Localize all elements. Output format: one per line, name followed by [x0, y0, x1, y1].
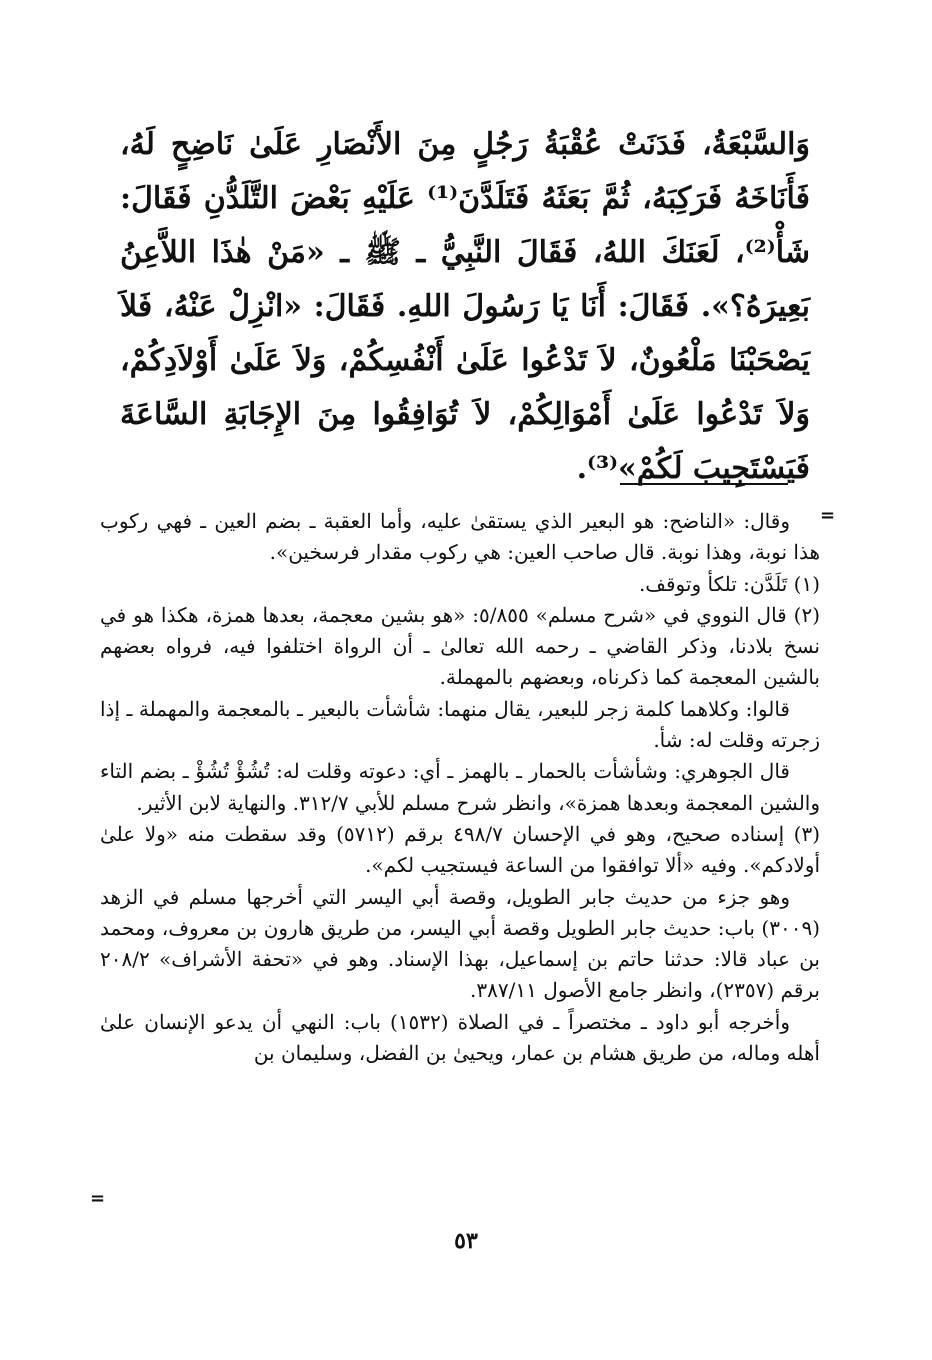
footnote-3: (٣) إسناده صحيح، وهو في الإحسان ٤٩٨/٧ برقم (٥٧١٢) وقد سقطت منه «ولا علىٰ أولادكم». وفيه «ألا توافقوا من الساعة فيستجيب لكم».	[100, 821, 820, 878]
main-text	[120, 118, 810, 496]
main-paragraph: وَالسَّبْعَةُ، فَدَنَتْ عُقْبَةُ رَجُلٍ مِنَ الأَنْصَارِ عَلَىٰ نَاضِحٍ لَهُ، فَأَنَاخَهُ فَرَكِبَهُ، ثُمَّ بَعَثَهُ فَتَلَدَّنَ⁽¹⁾ عَلَيْهِ بَعْضَ التَّلَدُّنِ فَقَالَ: شَأْ⁽²⁾، لَعَنَكَ اللهُ، فَقَالَ النَّبِيُّ ـ ﷺ ـ «مَنْ هٰذَا اللاَّعِنُ بَعِيرَهُ؟». فَقَالَ: أَنَا يَا رَسُولَ اللهِ. فَقَالَ: «انْزِلْ عَنْهُ، فَلاَ يَصْحَبْنَا مَلْعُونٌ، لاَ تَدْعُوا عَلَىٰ أَنْفُسِكُمْ، وَلاَ عَلَىٰ أَوْلاَدِكُمْ، وَلاَ تَدْعُوا عَلَىٰ أَمْوَالِكُمْ، لاَ تُوَافِقُوا مِنَ الإِجَابَةِ السَّاعَةَ فَيَسْتَجِيبَ لَكُمْ»⁽³⁾.	[120, 127, 810, 486]
footnote-continuation: وقال: «الناضح: هو البعير الذي يستقىٰ عليه، وأما العقبة ـ بضم العين ـ فهي ركوب هذا نوبة، وهذا نوبة. قال صاحب العين: هي ركوب مقدار فرسخين».	[100, 509, 820, 565]
footnote-3-para-3: وأخرجه أبو داود ـ مختصراً ـ في الصلاة (١٥٣٢) باب: النهي أن يدعو الإنسان علىٰ أهله وماله، من طريق هشام بن عمار، ويحيىٰ بن الفضل، وسليمان بن	[100, 1009, 820, 1066]
footnote-1: (١) تَلَدَّن: تلكأ وتوقف.	[638, 571, 820, 596]
footnote-2-para-2: قالوا: وكلاهما كلمة زجر للبعير، يقال منهما: شأشأت بالبعير ـ بالمعجمة والمهملة ـ إذا زجرته وقلت له: شأ.	[100, 696, 820, 753]
footnote-2-para-3: قال الجوهري: وشأشأت بالحمار ـ بالهمز ـ أي: دعوته وقلت له: تُشُؤْ تُشُؤْ ـ بضم التاء والشين المعجمة وبعدها همزة»، وانظر شرح مسلم للأبي ٣١٢/٧. والنهاية لابن الأثير.	[100, 759, 820, 815]
footnote-3-para-2: وهو جزء من حديث جابر الطويل، وقصة أبي اليسر التي أخرجها مسلم في الزهد (٣٠٠٩) باب: حديث جابر الطويل وقصة أبي اليسر، من طريق هارون بن معروف، ومحمد بن عباد قالا: حدثنا حاتم بن إسماعيل، بهذا الإسناد. وهو في «تحفة الأشراف» ٢٠٨/٢ برقم (٢٣٥٧)، وانظر جامع الأصول ٣٨٧/١١.	[100, 884, 820, 1003]
continuation-mark-top: =	[820, 505, 836, 526]
footnote-2: (٢) قال النووي في «شرح مسلم» ٥/٨٥٥: «هو بشين معجمة، بعدها همزة، هكذا هو في نسخ بلادنا، وذكر القاضي ـ رحمه الله تعالىٰ ـ أن الرواة اختلفوا فيه، فرواه بعضهم بالشين المعجمة كما ذكرناه، وبعضهم بالمهملة.	[100, 602, 820, 690]
continuation-mark-bottom: =	[90, 1188, 106, 1209]
page-number: ٥٣	[454, 1228, 478, 1254]
footnotes	[100, 506, 820, 1069]
footnote-divider	[620, 483, 788, 485]
